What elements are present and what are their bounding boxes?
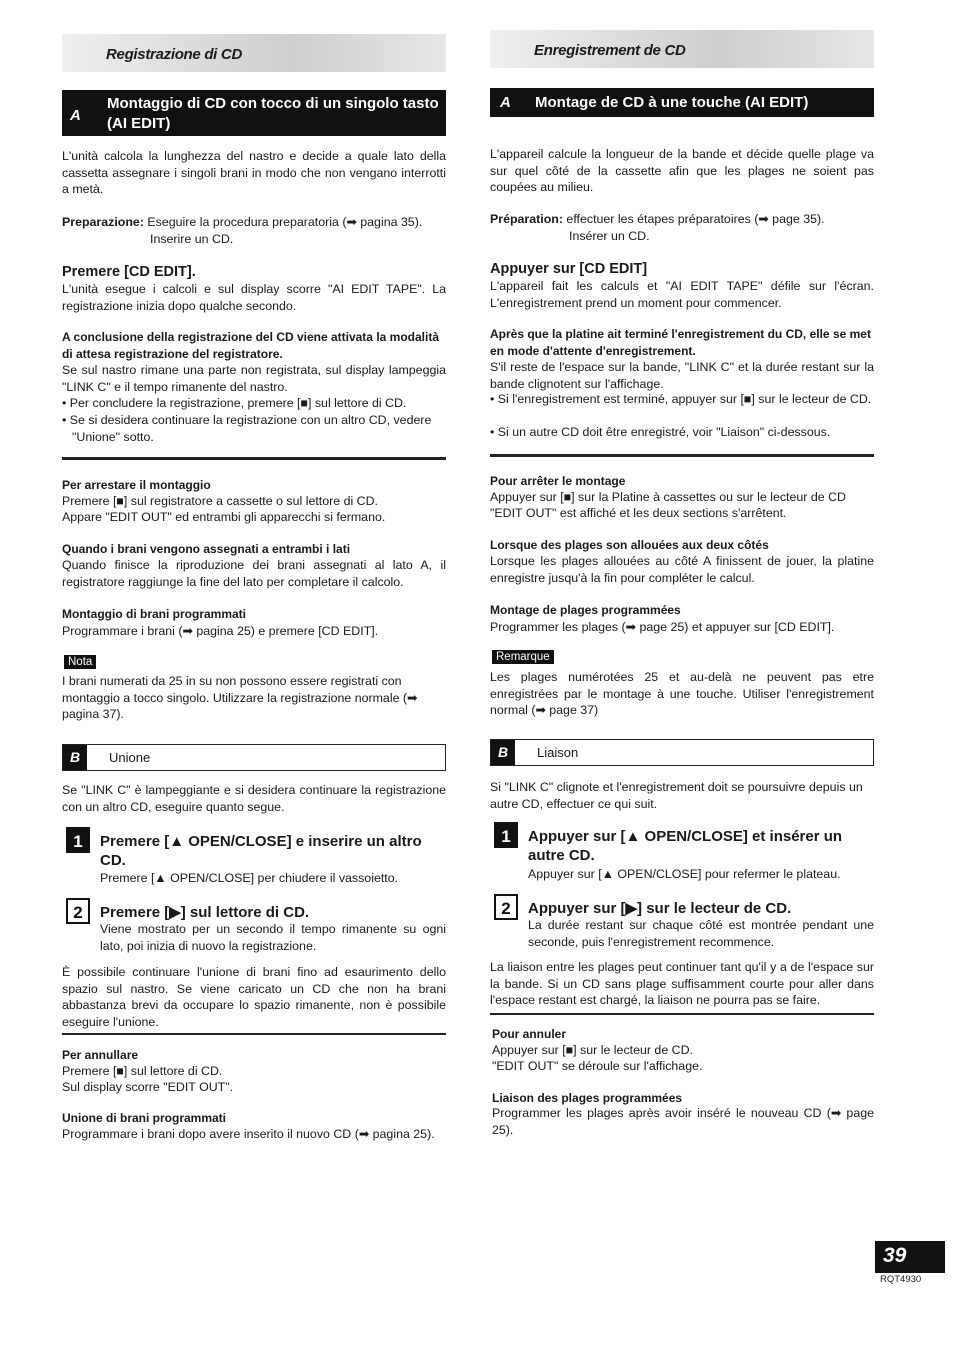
programmed-join-heading: Liaison des plages programmées [492, 1091, 683, 1105]
intro-text: L'appareil calcule la longueur de la bande et décide quelle plage va sur quel côté de la cassette afin que les plages ne soient pas coupées au milieu. [490, 147, 874, 195]
preparation [490, 211, 874, 228]
programmed-heading: Montaggio di brani programmati [62, 607, 247, 621]
cancel-text-1: Premere [■] sul lettore di CD. [62, 1064, 223, 1078]
stop-heading: Per arrestare il montaggio [62, 478, 211, 492]
step-2-title: Appuyer sur [▶] sur le lecteur de CD. [528, 900, 792, 917]
step-2-badge: 2 [494, 894, 518, 920]
programmed-join-text: Programmer les plages après avoir inséré le nouveau CD (➡ page 25). [492, 1106, 874, 1137]
programmed-text: Programmare i brani (➡ pagina 25) e premere [CD EDIT]. [62, 624, 379, 638]
section-a-banner [490, 88, 874, 117]
conclusion-text: S'il reste de l'espace sur la bande, "LINK C" et la durée restant sur la bande clignotent sur l'affichage. [490, 360, 874, 391]
preparation-text-2: Inserire un CD. [150, 232, 234, 246]
programmed-join-text: Programmare i brani dopo avere inserito il nuovo CD (➡ pagina 25). [62, 1127, 435, 1141]
divider [62, 1033, 446, 1035]
both-sides-heading: Lorsque des plages son allouées aux deux côtés [490, 538, 769, 552]
step-2-title: Premere [▶] sul lettore di CD. [100, 904, 310, 921]
press-text: L'appareil fait les calculs et "AI EDIT TAPE" défile sur l'écran. L'enregistrement prend un moment pour commencer. [490, 279, 874, 310]
conclusion-text: Se sul nastro rimane una parte non registrata, sul display lampeggia "LINK C" e il tempo rimanente del nastro. [62, 363, 446, 394]
section-b-letter: B [491, 740, 515, 765]
bullet-1: • Per concludere la registrazione, premere [■] sul lettore di CD. [62, 396, 407, 410]
preparation-text-2: Insérer un CD. [569, 229, 650, 243]
press-heading: Appuyer sur [CD EDIT] [490, 261, 648, 277]
programmed-join-heading: Unione di brani programmati [62, 1111, 227, 1125]
preparation-text: Eseguire la procedura preparatoria (➡ pagina 35). [143, 215, 423, 229]
programmed-text: Programmer les plages (➡ page 25) et appuyer sur [CD EDIT]. [490, 620, 835, 634]
conclusion-bold: Après que la platine ait terminé l'enregistrement du CD, elle se met en mode d'attente d'enregistrement. [490, 327, 871, 358]
section-header: Registrazione di CD [62, 34, 446, 72]
cancel-text-1: Appuyer sur [■] sur le lecteur de CD. [492, 1043, 693, 1057]
stop-text-2: "EDIT OUT" est affiché et les deux sections s'arrêtent. [490, 506, 787, 520]
stop-heading: Pour arrêter le montage [490, 474, 626, 488]
intro-text: L'unità calcola la lunghezza del nastro e decide a quale lato della cassetta assegnare i singoli brani in modo che non vengano interrotti a metà. [62, 149, 446, 197]
step-1-text: Premere [▲ OPEN/CLOSE] per chiudere il vassoietto. [100, 871, 399, 885]
divider [62, 457, 446, 460]
section-header: Enregistrement de CD [490, 30, 874, 68]
section-letter: A [70, 107, 81, 124]
continue-text: È possibile continuare l'unione di brani fino ad esaurimento dello spazio sul nastro. Se viene caricato un CD che non ha brani abbastanza brevi da occupare lo spazio rimanente, non è possibile eseguire l'unione. [62, 965, 446, 1029]
step-2-text: Viene mostrato per un secondo il tempo rimanente su ogni lato, poi inizia di nuovo la registrazione. [100, 922, 446, 953]
section-b-label: Unione [109, 750, 151, 765]
step-1-badge: 1 [66, 827, 90, 853]
step-1-text: Appuyer sur [▲ OPEN/CLOSE] pour refermer le plateau. [528, 867, 841, 881]
preparation [62, 214, 446, 231]
both-sides-text: Quando finisce la riproduzione dei brani assegnati al lato A, il registratore raggiunge la fine del lato per completare il calcolo. [62, 558, 446, 589]
section-letter: A [500, 94, 511, 111]
section-b-intro: Si "LINK C" clignote et l'enregistrement doit se poursuivre depuis un autre CD, effectuer ce qui suit. [490, 780, 863, 811]
section-b-header [490, 739, 874, 766]
conclusion-bold: A conclusione della registrazione del CD viene attivata la modalità di attesa registrazione del registratore. [62, 330, 439, 361]
divider [490, 454, 874, 457]
cancel-text-2: "EDIT OUT" se déroule sur l'affichage. [492, 1059, 703, 1073]
stop-text-1: Premere [■] sul registratore a cassette o sul lettore di CD. [62, 494, 378, 508]
cancel-heading: Per annullare [62, 1048, 139, 1062]
continue-text: La liaison entre les plages peut continuer tant qu'il y a de l'espace sur la bande. Si un CD sans plage suffisamment courte pour aller dans l'espace restant est chargé, la liaison ne pourra pas se faire. [490, 960, 874, 1008]
press-heading: Premere [CD EDIT]. [62, 264, 196, 280]
section-b-header [62, 744, 446, 771]
stop-text-1: Appuyer sur [■] sur la Platine à cassettes ou sur le lecteur de CD [490, 490, 846, 504]
step-1-badge: 1 [494, 822, 518, 848]
preparation-label: Préparation: [490, 212, 563, 226]
stop-text-2: Appare "EDIT OUT" ed entrambi gli apparecchi si fermano. [62, 510, 386, 524]
divider [490, 1013, 874, 1015]
note-text: I brani numerati da 25 in su non possono essere registrati con montaggio a tocco singolo. Utilizzare la registrazione normale (➡ pagina 37). [62, 674, 418, 722]
document-code: RQT4930 [880, 1274, 922, 1285]
section-a-banner [62, 90, 446, 136]
banner-title-line2: (AI EDIT) [107, 115, 171, 132]
both-sides-heading: Quando i brani vengono assegnati a entrambi i lati [62, 542, 351, 556]
banner-title-line1: Montaggio di CD con tocco di un singolo tasto [107, 95, 439, 112]
note-text: Les plages numérotées 25 et au-delà ne peuvent pas etre enregistrées par le montage à une touche. Utiliser l'enregistrement normal (➡ page 37) [490, 670, 874, 718]
step-1-title: Appuyer sur [▲ OPEN/CLOSE] et insérer un autre CD. [528, 828, 843, 864]
programmed-heading: Montage de plages programmées [490, 603, 681, 617]
step-1-title: Premere [▲ OPEN/CLOSE] e inserire un altro CD. [100, 833, 422, 869]
banner-title-line1: Montage de CD à une touche (AI EDIT) [535, 94, 809, 111]
bullet-2: • Se si desidera continuare la registrazione con un altro CD, vedere "Unione" sotto. [62, 413, 432, 444]
note-tag: Nota [64, 655, 96, 669]
section-b-letter: B [63, 745, 87, 770]
preparation-label: Preparazione: [62, 215, 144, 229]
preparation-text: effectuer les étapes préparatoires (➡ page 35). [562, 212, 825, 226]
bullet-2: • Si un autre CD doit être enregistré, voir "Liaison" ci-dessous. [490, 425, 831, 439]
press-text: L'unità esegue i calcoli e sul display scorre "AI EDIT TAPE". La registrazione inizia dopo qualche secondo. [62, 282, 446, 313]
bullet-1: • Si l'enregistrement est terminé, appuyer sur [■] sur le lecteur de CD. [490, 392, 872, 406]
cancel-heading: Pour annuler [492, 1027, 567, 1041]
step-2-text: La durée restant sur chaque côté est montrée pendant une seconde, puis l'enregistrement recommence. [528, 918, 874, 949]
note-tag: Remarque [492, 650, 554, 664]
cancel-text-2: Sul display scorre "EDIT OUT". [62, 1080, 234, 1094]
page-number: 39 [875, 1241, 945, 1273]
step-2-badge: 2 [66, 898, 90, 924]
section-b-intro: Se "LINK C" è lampeggiante e si desidera continuare la registrazione con un altro CD, eseguire quanto segue. [62, 783, 446, 814]
section-b-label: Liaison [537, 745, 579, 760]
both-sides-text: Lorsque les plages allouées au côté A finissent de jouer, la platine enregistre jusqu'à la fin pour compléter le calcul. [490, 554, 874, 585]
